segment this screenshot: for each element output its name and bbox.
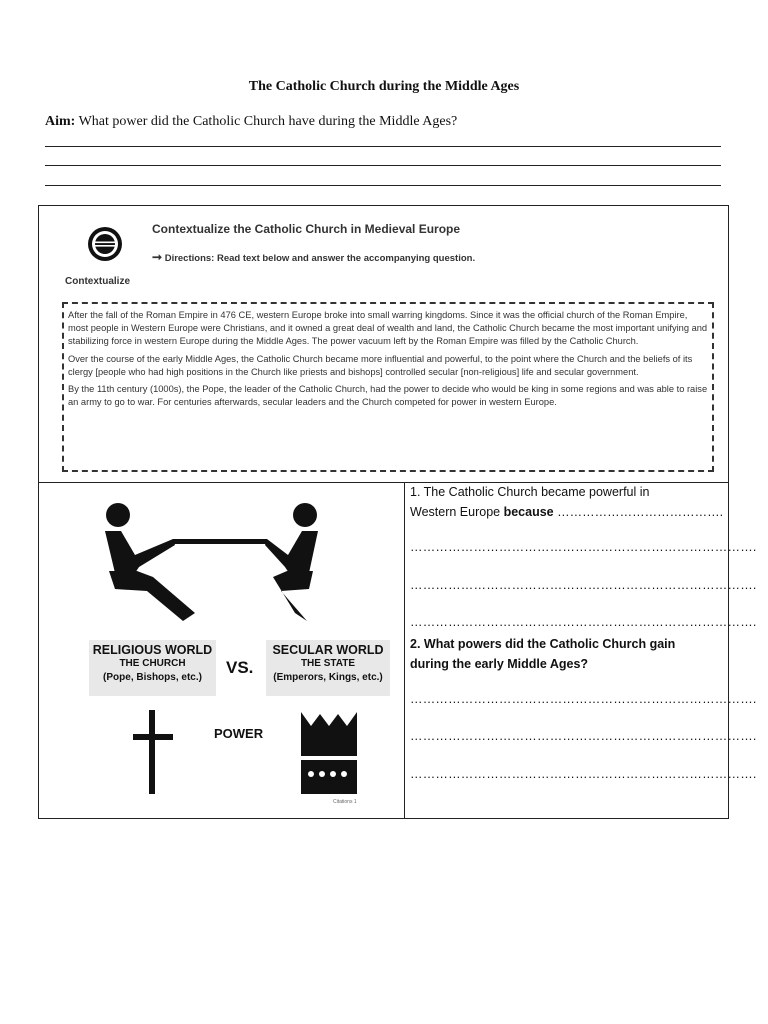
secular-world-label — [266, 640, 390, 696]
answer-dotted-line[interactable]: ………………………………………………………………………. — [410, 692, 757, 706]
page-title: The Catholic Church during the Middle Ages — [248, 79, 520, 94]
crown-icon — [301, 712, 357, 794]
vs-label: VS. — [226, 658, 254, 677]
answer-dotted-line[interactable]: ………………………………………………………………………. — [410, 767, 757, 781]
reading-paragraph: By the 11th century (1000s), the Pope, the leader of the Catholic Church, had the power to decide who would be king in some regions and was able to raise an army to go to war. For centuries afterwards, secular leaders and the Church competed for power in western Europe. — [68, 384, 708, 408]
question-2-line-1: 2. What powers did the Catholic Church gain — [410, 637, 676, 651]
reading-passage — [62, 302, 714, 472]
question-1-line-2 — [410, 502, 723, 522]
aim-answer-line-1[interactable] — [45, 146, 721, 147]
reading-paragraph: Over the course of the early Middle Ages, the Catholic Church became more influential and powerful, to the point where the Church and the beliefs of its clergy [people who had high positions in the Church like priests and bishops] controlled secular [non-religious] life and secular government. — [68, 353, 693, 377]
question-1-text: Western Europe — [410, 505, 504, 519]
religious-world-subtitle: THE CHURCH — [119, 658, 186, 669]
secular-world-subtitle: THE STATE — [300, 658, 356, 669]
contextualize-label: Contextualize — [65, 276, 131, 287]
secular-world-detail: (Emperors, Kings, etc.) — [273, 672, 383, 683]
power-label: POWER — [214, 726, 264, 741]
answer-dotted-line[interactable]: ………………………………………………………………………. — [410, 578, 757, 592]
religious-world-title: RELIGIOUS WORLD — [92, 643, 213, 657]
question-2-line-2: during the early Middle Ages? — [410, 657, 589, 671]
tug-of-war-icon — [95, 495, 330, 630]
cross-icon — [133, 710, 173, 794]
target-icon — [87, 226, 123, 262]
aim-answer-line-2[interactable] — [45, 165, 721, 166]
religious-world-detail: (Pope, Bishops, etc.) — [103, 672, 202, 683]
column-divider — [404, 482, 405, 819]
reading-paragraph: After the fall of the Roman Empire in 476 CE, western Europe broke into small warring kingdoms. Since it was the official church of the Roman Empire, most people in Western Europe were Christians, and it owned a great deal of wealth and land, the Catholic Church became the most important unifying and stabilizing force in western Europe during the Middle Ages. The power vacuum left by the Roman Empire was filled by the Catholic Church. — [68, 310, 708, 347]
answer-dotted-line[interactable]: ………………………………………………………………………. — [410, 615, 757, 629]
arrow-right-icon: ➞ — [152, 250, 163, 264]
aim-question: What power did the Catholic Church have during the Middle Ages? — [78, 114, 458, 129]
aim-label: Aim: — [45, 114, 76, 129]
aim-answer-line-3[interactable] — [45, 185, 721, 186]
directions-label: Directions: Read text below and answer the accompanying question. — [164, 253, 476, 264]
religious-world-label — [89, 640, 216, 696]
image-credit: Citations 1 — [333, 799, 357, 805]
aim-prompt — [45, 114, 457, 130]
answer-dotted-line[interactable]: ………………………………………………………………………. — [410, 540, 757, 554]
secular-world-title: SECULAR WORLD — [272, 643, 384, 657]
question-1-blank[interactable]: …………………………………. — [557, 505, 724, 519]
directions-text — [152, 250, 475, 264]
answer-dotted-line[interactable]: ………………………………………………………………………. — [410, 729, 757, 743]
contextualize-heading: Contextualize the Catholic Church in Medieval Europe — [152, 222, 461, 236]
question-1-because: because — [503, 505, 554, 519]
question-1-line-1: 1. The Catholic Church became powerful in — [410, 485, 650, 499]
